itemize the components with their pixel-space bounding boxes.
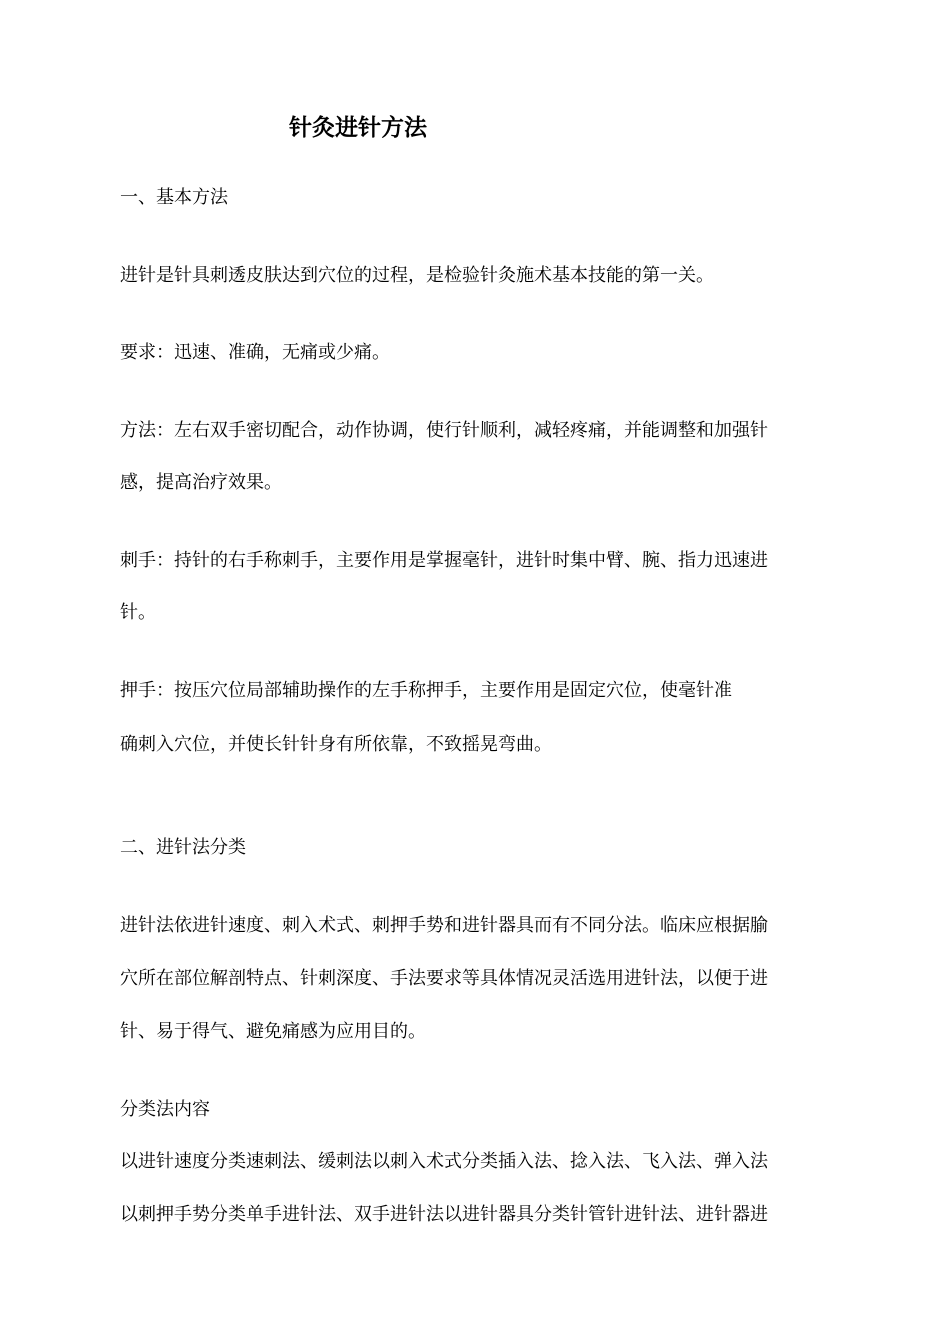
section-heading-classification: 二、进针法分类 [120,837,246,858]
paragraph-method-line-1: 方法：左右双手密切配合，动作协调，使行针顺利，减轻疼痛，并能调整和加强针 [120,420,768,441]
paragraph-definition: 进针是针具刺透皮肤达到穴位的过程，是检验针灸施术基本技能的第一关。 [120,265,714,286]
section-heading-basic: 一、基本方法 [120,187,228,208]
paragraph-needling-hand-line-1: 刺手：持针的右手称刺手，主要作用是掌握毫针，进针时集中臂、腕、指力迅速进 [120,550,768,571]
table-row-hand-instrument: 以刺押手势分类单手进针法、双手进针法以进针器具分类针管针进针法、进针器进 [120,1204,768,1225]
table-heading: 分类法内容 [120,1099,210,1120]
paragraph-method-line-2: 感，提高治疗效果。 [120,472,282,493]
table-row-speed-technique: 以进针速度分类速刺法、缓刺法以刺入术式分类插入法、捻入法、飞入法、弹入法 [120,1151,768,1172]
paragraph-classification-line-2: 穴所在部位解剖特点、针刺深度、手法要求等具体情况灵活选用进针法，以便于进 [120,968,768,989]
paragraph-classification-line-1: 进针法依进针速度、刺入术式、刺押手势和进针器具而有不同分法。临床应根据腧 [120,915,768,936]
paragraph-classification-line-3: 针、易于得气、避免痛感为应用目的。 [120,1021,426,1042]
paragraph-needling-hand-line-2: 针。 [120,602,156,623]
document-title: 针灸进针方法 [289,115,427,141]
paragraph-pressing-hand-line-1: 押手：按压穴位局部辅助操作的左手称押手，主要作用是固定穴位，使毫针准 [120,680,732,701]
paragraph-requirements: 要求：迅速、准确，无痛或少痛。 [120,342,390,363]
paragraph-pressing-hand-line-2: 确刺入穴位，并使长针针身有所依靠，不致摇晃弯曲。 [120,734,552,755]
